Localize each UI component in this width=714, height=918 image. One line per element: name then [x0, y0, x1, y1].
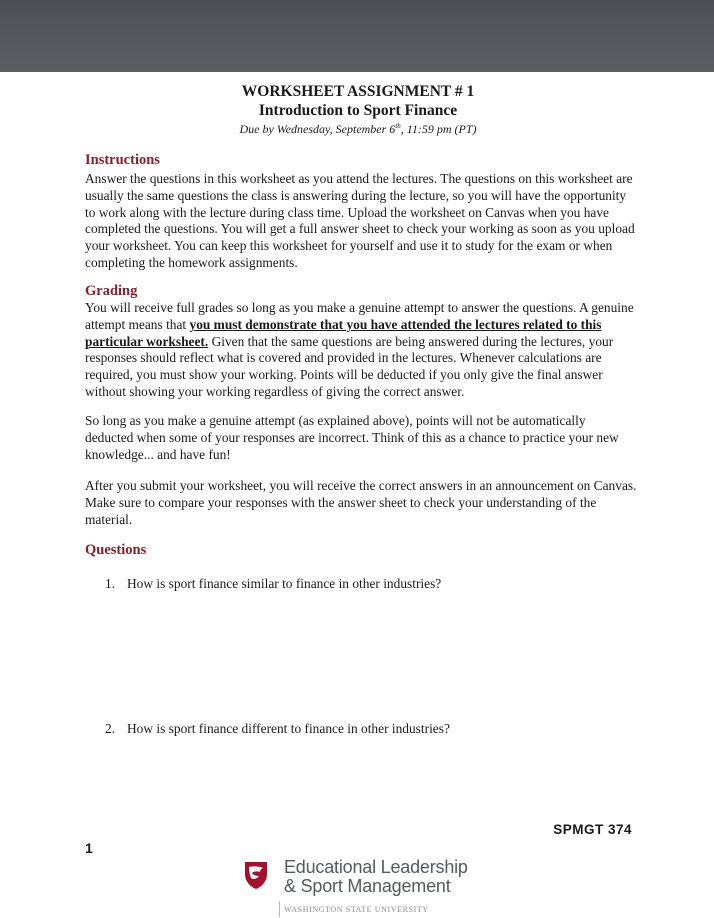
grading-paragraph-3: After you submit your worksheet, you will receive the correct answers in an announcement on Canvas. Make sure to compare your responses with the answer sheet to check your understanding of the material.	[85, 478, 637, 527]
grading-paragraph-2: So long as you make a genuine attempt (as explained above), points will not be automatically deducted when some of your responses are incorrect. Think of this as a chance to practice your new knowledge... and have fun!	[85, 413, 619, 462]
instructions-heading: Instructions	[85, 152, 160, 168]
logo-divider	[279, 901, 280, 917]
department-logo	[243, 857, 483, 917]
worksheet-subtitle: Introduction to Sport Finance	[258, 102, 458, 119]
question-item: 2. How is sport finance different to finance in other industries?	[105, 721, 450, 736]
worksheet-title: WORKSHEET ASSIGNMENT # 1	[241, 83, 475, 100]
page-number: 1	[85, 840, 93, 856]
grading-emphasis: you must demonstrate that you have attended the lectures related to this particular worksheet.	[85, 316, 602, 349]
grading-paragraph-1: You will receive full grades so long as you make a genuine attempt to answer the questions. A genuine attempt means that you must demonstrate that you have attended the lectures related to this particular worksheet. Given that the same questions are being answered during the lectures, your responses should reflect what is covered and provided in the lectures. Whenever calculations are required, you must show your working. Points will be deducted if you only give the final answer without showing your working regardless of giving the correct answer.	[85, 300, 634, 399]
instructions-text: Answer the questions in this worksheet as you attend the lectures. The questions on this worksheet are usually the same questions the class is answering during the lecture, so you will have the opportunity to work along with the lecture during class time. Upload the worksheet on Canvas when you have completed the questions. You will get a full answer sheet to check your working as soon as you upload your worksheet. You can keep this worksheet for yourself and use it to study for the exam or when completing the homework assignments.	[85, 171, 635, 270]
logo-text-line1: Educational Leadership	[284, 857, 468, 877]
grading-heading: Grading	[85, 283, 138, 299]
logo-text-line2: & Sport Management	[284, 876, 451, 896]
wsu-shield-icon	[243, 860, 269, 890]
course-code: SPMGT 374	[553, 822, 632, 837]
questions-heading: Questions	[85, 542, 147, 558]
due-date: Due by Wednesday, September 6th, 11:59 pm (PT)	[239, 122, 477, 136]
logo-text-university: WASHINGTON STATE UNIVERSITY	[284, 905, 429, 914]
header-bar	[0, 0, 714, 72]
question-item: 1. How is sport finance similar to finance in other industries?	[105, 576, 442, 591]
